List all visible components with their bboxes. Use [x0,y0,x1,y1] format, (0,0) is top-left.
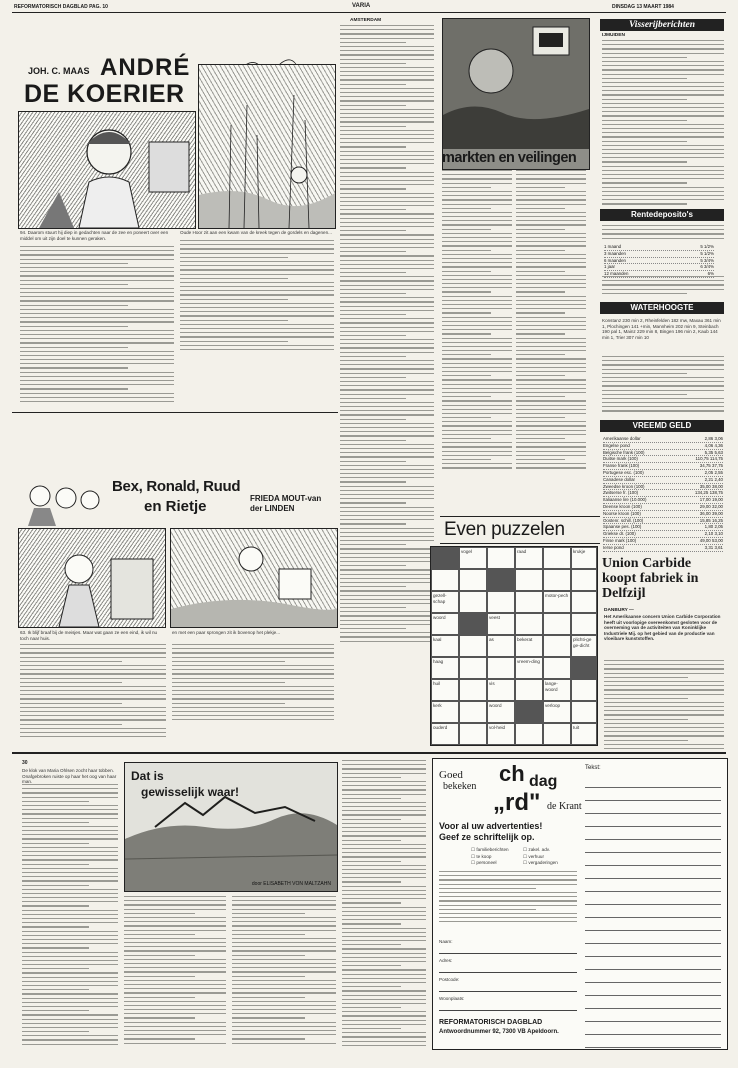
comic2-text-col2 [172,644,334,720]
checkbox-icon: ☐ [523,847,528,852]
rente-footer [602,276,724,298]
puzzle-clue: haag [431,657,459,679]
checkbox-te-koop[interactable]: ☐ te koop [471,853,492,859]
ad-rd-quote: „rd" [493,789,541,816]
comic2-drawing-left-icon [19,529,165,627]
puzzle-clue: gezell-schap [431,591,459,613]
currency-row: Belgische frank (100) 5,35 5,63 [603,449,723,455]
comic1-mid-text: Oude Hoor zit aan een kwam van de kreek tegen de gordels en dagenen... [180,230,332,235]
currency-row: Franse frank (100) 34,75 37,75 [603,463,723,469]
markets-col1 [340,18,436,658]
puzzle-clue: bekerat [515,635,543,657]
union-carbide-lead: Het Amerikaanse concern Union Carbide Corporation heeft uit voorlopige overeenkomst gesloten voor de overneming van de activiteiten van Koninklijke Industriele Mij. op het gebied van de productie van vloeibare kunststoffen. [604,614,721,642]
comic1-panel-right [198,64,336,229]
checkbox-familieberichten[interactable]: ☐ familieberichten [471,847,509,852]
puzzle-clue: kerk [431,701,459,723]
postcode-field[interactable]: Postcode: [439,977,577,992]
comic1-drawing-man-icon [19,112,195,228]
story-col4 [342,760,426,1046]
markets-col2 [442,170,512,470]
comic2-title-line1: Bex, Ronald, Ruud [112,478,241,495]
puzzle-clue: huil [431,679,459,701]
checkbox-icon: ☐ [471,853,476,859]
ad-headline1: Voor al uw advertenties! [439,821,543,831]
puzzle-clue: krukje [571,547,597,569]
header-rule [12,12,726,13]
story-opening: De klok van Maria Ohlsen zocht haar tobben. Onafgebroken ruiste op haar het oog van haar man. [22,768,117,785]
currency-row: Deense kroon (100) 29,00 32,00 [603,503,723,509]
rente-row: 6 maanden 5 3/4% [604,257,714,263]
checkbox-icon: ☐ [471,847,476,852]
visserij-text [602,40,724,206]
currency-row: Duitse mark (100) 110,75 114,75 [603,456,723,462]
kids-drawing-icon [20,478,106,526]
currency-row: Finse mark (100) 49,00 53,00 [603,537,723,543]
name-field[interactable]: Naam: [439,939,577,954]
story-author: door ELISABETH VON MALTZAHN [251,881,331,887]
checkbox-verhuur[interactable]: ☐ verhuur [523,853,544,859]
vreemd-geld-header: VREEMD GELD [600,420,724,432]
puzzle-clue: kaal [431,635,459,657]
visserij-text-head: IJMUIDEN [602,33,625,38]
ad-form-fields [439,939,577,1011]
puzzle-clue: motor-pech [543,591,571,613]
puzzle-clue: veest [487,613,515,635]
currency-row: Noorse kroon (100) 36,00 39,00 [603,510,723,516]
markets-photo [442,18,590,170]
currency-row: Portugese esc. (100) 2,05 2,55 [603,469,723,475]
visserij-header: Visserijberichten [600,19,724,31]
comic1-text-col2 [180,240,334,350]
comic2-mid-text: en met een paar sprongen zit ik bovenop het plekje... [172,630,281,635]
comic2-ornament [20,478,106,526]
comic1-panel-left [18,111,196,229]
checkbox-icon: ☐ [471,860,476,866]
comic1-title-block [22,52,212,112]
rente-table [604,244,714,278]
divider-comic1 [12,412,338,413]
story-col3 [232,896,336,1046]
union-carbide-dateline: DANBURY — [604,608,634,613]
story-photo [124,762,338,892]
puzzle-clue: ouderd [431,723,459,745]
checkbox-icon: ☐ [523,853,528,859]
divider-lower [12,752,726,754]
checkbox-personeel[interactable]: ☐ personeel [471,860,497,866]
story-title-line2: gewisselijk waar! [141,785,240,799]
vreemd-geld-table [603,436,723,552]
comic2-panel-right [170,528,338,628]
puzzle-clue: vogel [459,547,487,569]
markets-col3 [516,170,586,470]
ad-ch: ch [499,761,525,786]
story-col1 [22,784,118,1046]
header-right: DINSDAG 13 MAART 1984 [612,4,674,10]
comic2-title-line2: en Rietje [144,498,207,515]
markets-title: markten en veilingen [442,150,577,166]
ad-de-krant: de Krant [547,801,582,812]
comic1-author: JOH. C. MAAS [28,66,90,76]
puzzle-clue: plichti-ge ge-dicht [571,635,597,657]
currency-row: Ierse pond 3,31 3,61 [603,544,723,550]
comic2-text-col1 [20,644,166,740]
header-left: REFORMATORISCH DAGBLAD PAG. 10 [14,4,108,10]
puzzle-clue: verloop [543,701,571,723]
puzzle-clue: lange-woord [543,679,571,701]
story-title-line1: Dat is [131,769,164,783]
comic2-author: FRIEDA MOUT-van der LINDEN [250,494,322,513]
markets-first-heading: AMSTERDAM [350,18,382,23]
ad-footer1: REFORMATORISCH DAGBLAD [439,1019,543,1026]
currency-row: Amerikaanse dollar 2,86 3,06 [603,436,723,441]
rente-header: Rentedeposito's [600,209,724,221]
union-carbide-body [604,660,724,754]
currency-row: Zwitserse fr. (100) 134,25 138,75 [603,490,723,496]
puzzle-clue: raad [515,547,543,569]
market-auction-photo-icon [443,19,589,149]
rente-row: 12 maanden 6% [604,271,714,277]
rente-row: 1 maand 5 1/2% [604,244,714,249]
currency-row: Griekse dr. (100) 2,10 3,10 [603,531,723,537]
ad-checkboxes [471,847,571,866]
comic2-title-panel [108,474,248,522]
comic2-panel-left [18,528,166,628]
currency-row: Italiaanse lire (10.000) 17,00 19,00 [603,497,723,503]
waterhoogte-header: WATERHOOGTE [600,302,724,314]
ad-headline2: Geef ze schriftelijk op. [439,832,535,842]
rente-row: 1 jaar 6 3/4% [604,264,714,270]
puzzle-clue: vreem-ding [515,657,543,679]
comic1-title-line1: ANDRÉ [100,54,191,81]
comic1-episode-text: 94. Daarom stuurt hij diep in gedachten naar de zee en poneert over een middel om uit zijn doel te kunnen geraken. [20,230,169,241]
puzzle-clue: vis [487,679,515,701]
puzzle-title: Even puzzelen [440,516,600,544]
ad-bekeken: bekeken [443,781,477,792]
puzzle-clue: as [487,635,515,657]
puzzle-clue: woord [431,613,459,635]
header-center: VARIA [352,3,371,9]
rente-intro [602,225,724,241]
ad-form [432,758,728,1050]
currency-row: Engelse pond 4,06 4,36 [603,442,723,448]
ad-instructions [439,871,577,927]
comic1-title-line2: DE KOERIER [24,80,185,108]
checkbox-zakel-adv[interactable]: ☐ zakel. adv. [523,847,551,852]
comic2-drawing-right-icon [171,529,337,627]
currency-row: Oostenr. schill. (100) 15,85 16,25 [603,517,723,523]
rente-row: 3 maanden 5 1/2% [604,250,714,256]
story-col2 [124,896,226,1046]
ad-footer2: Antwoordnummer 92, 7300 VB Apeldoorn. [439,1029,559,1035]
checkbox-vergaderingen[interactable]: ☐ vergaderingen [523,860,558,866]
puzzle-clue: woord [487,701,515,723]
currency-row: Canadese dollar 2,21 2,40 [603,476,723,482]
comic1-text-col1 [20,246,174,402]
currency-row: Zweedse kroon (100) 35,00 38,00 [603,483,723,489]
comic1-drawing-reeds-icon [199,65,335,228]
waterhoogte-text: Konstanz 230 min 2, Rheinfelden 182 mw, Maxau 361 min 1, Plochingen 141 +min, Mannheim 202 min 9, Steinbach 190 pal 1, Mainz 229 min 8, Bingen 196 min 2, Kaub 144 min 1, Trier 307 min 10 [602,318,721,340]
ad-goed: Goed [439,769,463,781]
puzzle-clue: vol-heid [487,723,515,745]
waterhoogte-more [602,356,724,416]
currency-row: Spaanse pes. (100) 1,80 2,05 [603,524,723,530]
address-field[interactable]: Adres: [439,958,577,973]
puzzle-grid[interactable] [430,546,598,746]
city-field[interactable]: Woonplaats: [439,996,577,1011]
story-number: 30 [22,760,28,766]
puzzle-clue: Iuit [571,723,597,745]
ad-tekst-label: Tekst: [585,765,601,771]
ad-dag: dag [529,773,558,790]
comic2-episode-text: 63. Ik blijf braaf bij de meisjes. Maar wat gaan ze een eind, ik wil nu toch naar huis. [20,630,158,641]
ad-tekst-area[interactable] [585,775,721,1043]
checkbox-icon: ☐ [523,860,528,866]
union-carbide-headline: Union Carbide koopt fabriek in Delfzijl [602,556,699,601]
